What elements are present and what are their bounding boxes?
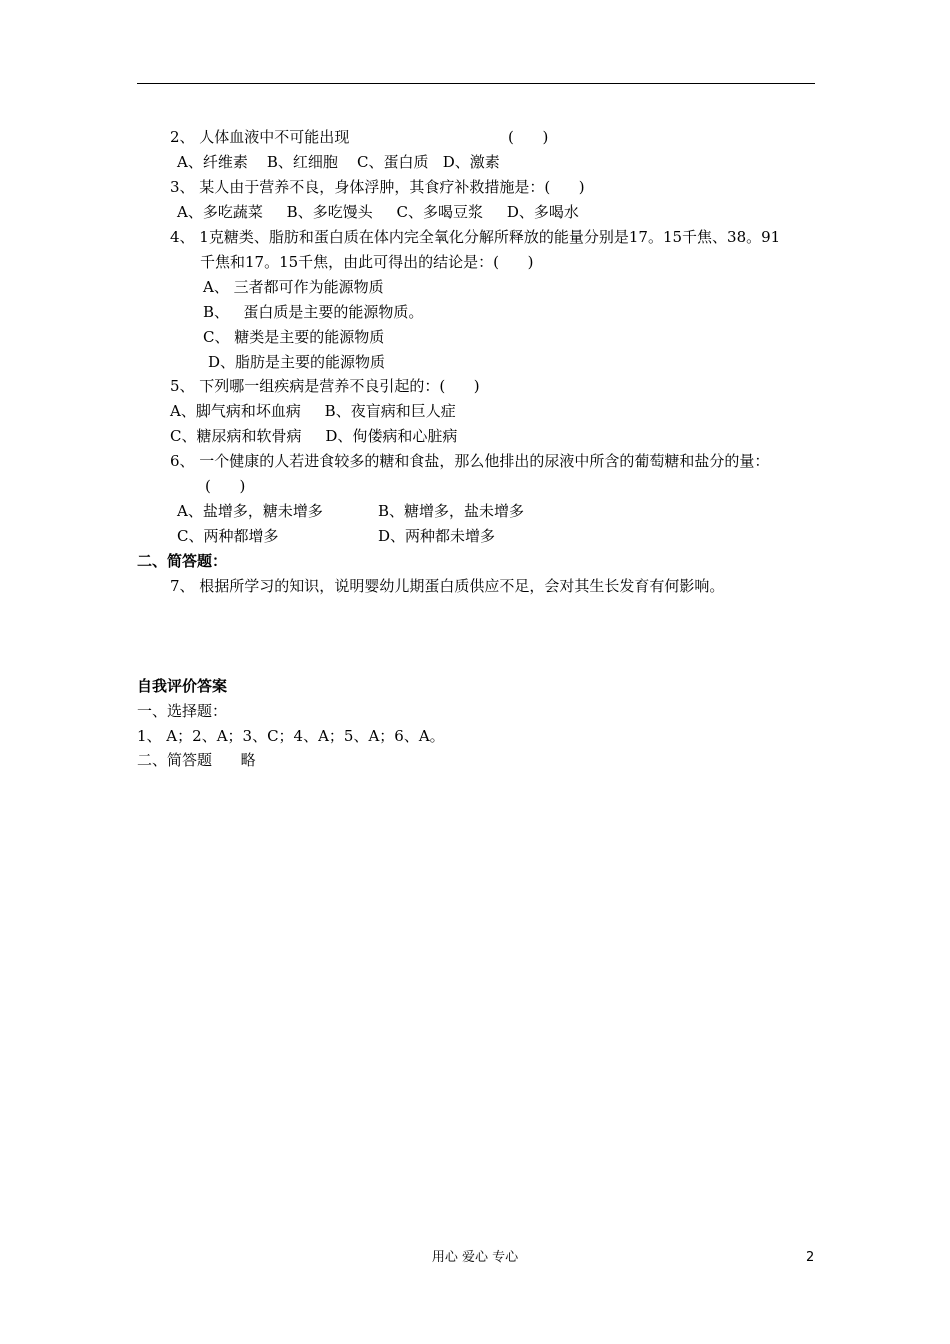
question-4-option-d: D、脂肪是主要的能源物质: [208, 353, 386, 371]
question-4-option-a: A、 三者都可作为能源物质: [203, 278, 384, 296]
question-6-option-c: C、两种都增多: [177, 527, 279, 545]
question-2-stem: 2、 人体血液中不可能出现: [170, 128, 350, 146]
question-6-stem-line2: ( ): [205, 477, 246, 495]
question-4-stem-line1: 4、 1克糖类、脂肪和蛋白质在体内完全氧化分解所释放的能量分别是17。15千焦、38。91: [170, 228, 781, 246]
question-3-options: A、多吃蔬菜 B、多吃馒头 C、多喝豆浆 D、多喝水: [177, 203, 579, 221]
question-7-stem: 7、 根据所学习的知识，说明婴幼儿期蛋白质供应不足，会对其生长发育有何影响。: [170, 577, 725, 595]
question-5-options-line1: A、脚气病和坏血病 B、夜盲病和巨人症: [170, 402, 456, 420]
question-6-stem-line1: 6、 一个健康的人若进食较多的糖和食盐，那么他排出的尿液中所含的葡萄糖和盐分的量：: [170, 452, 770, 470]
answers-choice-heading: 一、选择题：: [137, 702, 228, 720]
footer-slogan: 用心 爱心 专心: [431, 1250, 519, 1265]
header-rule: [137, 83, 815, 84]
question-2-options: A、纤维素 B、红细胞 C、蛋白质 D、激素: [177, 153, 500, 171]
question-6-option-d: D、两种都未增多: [378, 527, 496, 545]
short-answer-heading: 二、简答题：: [137, 552, 228, 570]
page-number: 2: [806, 1250, 815, 1265]
question-6-option-a: A、盐增多，糖未增多: [177, 502, 323, 520]
question-4-stem-line2: 千焦和17。15千焦，由此可得出的结论是：( ): [200, 253, 534, 271]
answers-heading: 自我评价答案: [137, 677, 228, 695]
question-5-options-line2: C、糖尿病和软骨病 D、佝偻病和心脏病: [170, 427, 458, 445]
question-5-stem: 5、 下列哪一组疾病是营养不良引起的：( ): [170, 377, 480, 395]
question-4-option-c: C、 糖类是主要的能源物质: [203, 328, 385, 346]
question-2-bracket: ( ): [508, 128, 549, 146]
question-4-option-b: B、 蛋白质是主要的能源物质。: [203, 303, 424, 321]
answers-short-answer: 二、简答题 略: [137, 751, 256, 769]
answers-choice-list: 1、 A；2、A；3、C；4、A；5、A；6、A。: [137, 727, 445, 745]
question-3-stem: 3、 某人由于营养不良，身体浮肿，其食疗补救措施是：( ): [170, 178, 585, 196]
question-6-option-b: B、糖增多，盐未增多: [378, 502, 525, 520]
